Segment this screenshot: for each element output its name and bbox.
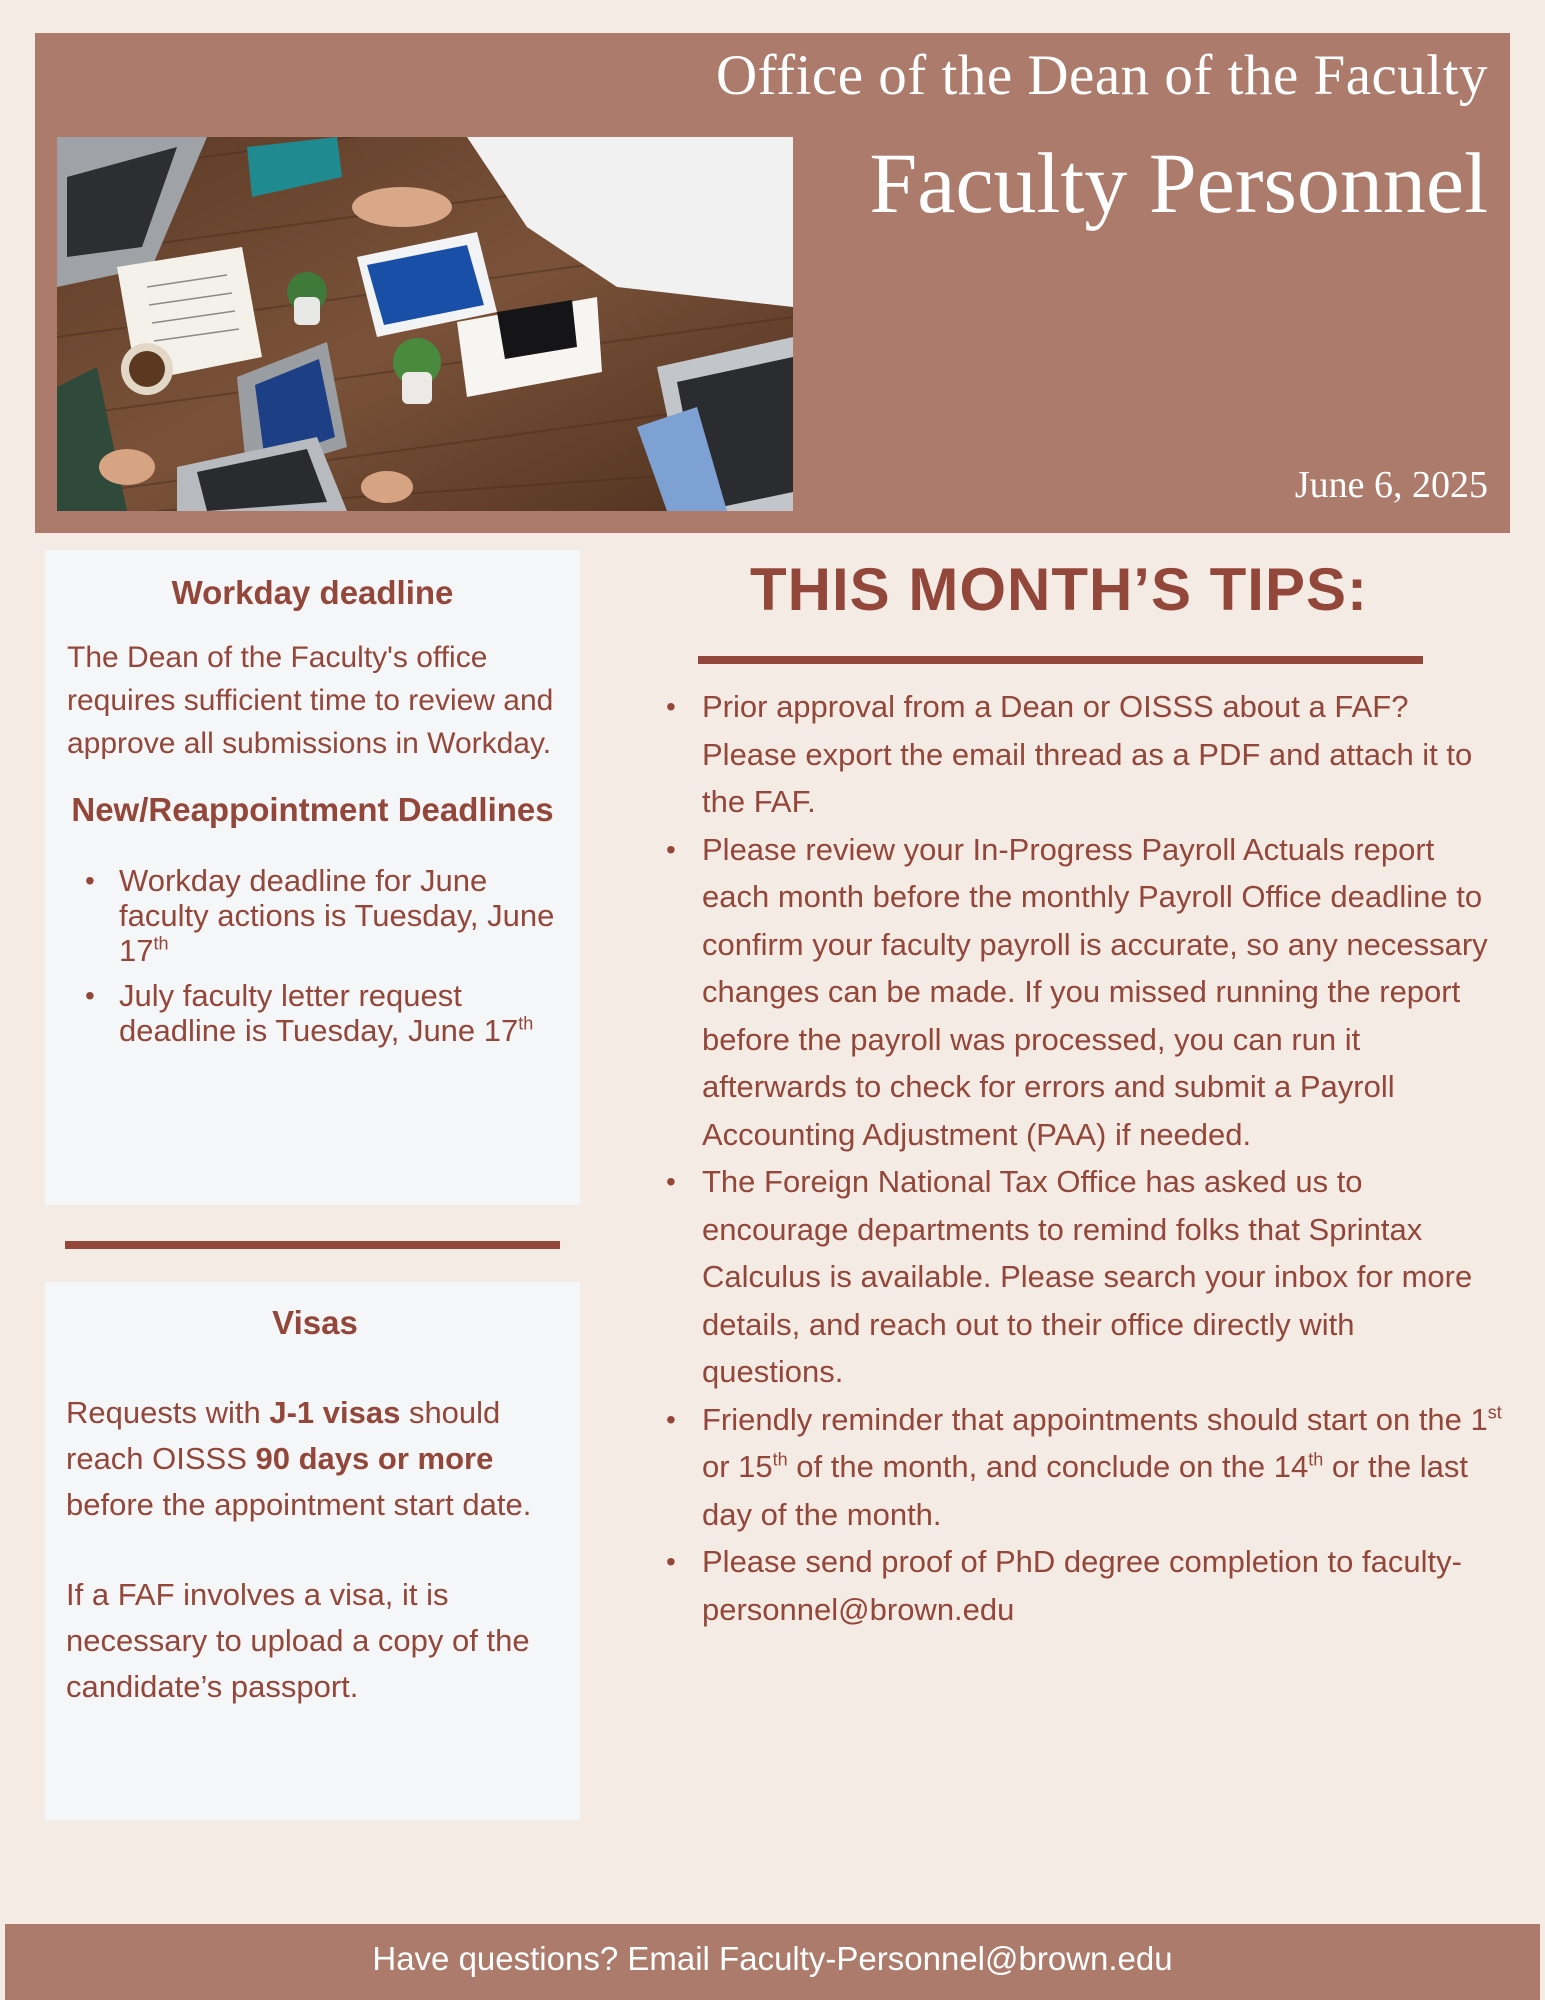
deadline-text: July faculty letter request deadline is Tuesday, June 17th xyxy=(119,978,534,1048)
deadline-item xyxy=(119,978,562,1048)
visas-paragraph-2: If a FAF involves a visa, it is necessary to upload a copy of the candidate’s passport. xyxy=(66,1577,530,1704)
footer-contact: Have questions? Email Faculty-Personnel@brown.edu xyxy=(5,1924,1540,2000)
visas-paragraph-1: Requests with J-1 visas should reach OISSS 90 days or more before the appointment start date. xyxy=(66,1395,532,1522)
deadline-list xyxy=(63,863,562,1048)
tip-text: Friendly reminder that appointments should start on the 1st or 15th of the month, and conclude on the 14th or the last day of the month. xyxy=(702,1401,1502,1532)
tip-text: Please send proof of PhD degree completion to faculty-personnel@brown.edu xyxy=(702,1544,1462,1627)
tip-item xyxy=(702,1538,1502,1633)
tip-item xyxy=(702,1396,1502,1539)
page-title: Faculty Personnel xyxy=(869,135,1488,231)
tip-text: Please review your In-Progress Payroll Actuals report each month before the monthly Payroll Office deadline to confirm your faculty payroll is accurate, so any necessary changes can be made. If you missed running the report before the payroll was processed, you can run it afterwards to check for errors and submit a Payroll Accounting Adjustment (PAA) if needed. xyxy=(702,831,1488,1152)
header-banner xyxy=(35,33,1510,533)
office-name: Office of the Dean of the Faculty xyxy=(715,44,1488,107)
header-photo-image xyxy=(57,137,793,511)
tips-heading: THIS MONTH’S TIPS: xyxy=(750,556,1368,623)
header-photo xyxy=(57,137,793,511)
visas-heading: Visas xyxy=(272,1304,358,1341)
issue-date: June 6, 2025 xyxy=(1294,464,1488,506)
section-divider xyxy=(65,1241,560,1249)
visas-card xyxy=(45,1282,580,1820)
tip-item xyxy=(702,1158,1502,1396)
deadline-text: Workday deadline for June faculty actions is Tuesday, June 17th xyxy=(119,863,555,968)
workday-heading: Workday deadline xyxy=(171,574,454,611)
deadlines-heading: New/Reappointment Deadlines xyxy=(71,791,554,828)
tip-item xyxy=(702,683,1502,826)
tip-text: The Foreign National Tax Office has asked us to encourage departments to remind folks that Sprintax Calculus is available. Please search your inbox for more details, and reach out to their office directly with questions. xyxy=(702,1164,1473,1389)
workday-body: The Dean of the Faculty's office requires sufficient time to review and approve all submissions in Workday. xyxy=(67,641,554,760)
tips-divider xyxy=(698,656,1423,664)
tips-list xyxy=(702,683,1502,1633)
workday-card xyxy=(45,550,580,1205)
tip-text: Prior approval from a Dean or OISSS about a FAF? Please export the email thread as a PDF and attach it to the FAF. xyxy=(702,689,1473,819)
deadline-item xyxy=(119,863,562,968)
tip-item xyxy=(702,826,1502,1159)
